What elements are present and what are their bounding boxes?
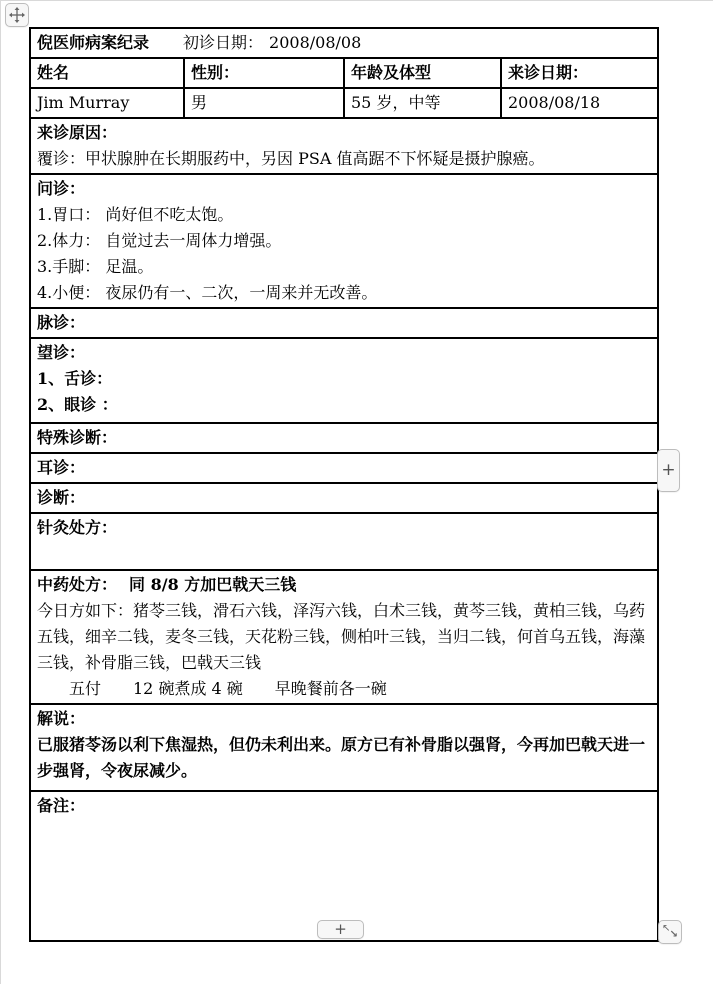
inquiry-item-limbs: 3.手脚： 足温。 [37,257,154,276]
first-visit-date-value: 2008/08/08 [269,33,362,52]
notes-row [30,791,658,941]
window-top-edge [0,0,713,1]
window-left-edge [0,0,1,984]
special-diagnosis-cell[interactable]: 特殊诊断： [30,423,658,453]
special-diagnosis-row [30,423,658,453]
visit-date-header-cell[interactable]: 来诊日期： [501,58,658,88]
move-icon [9,7,25,23]
gender-header-cell[interactable]: 性别： [184,58,344,88]
insert-row-button[interactable] [317,920,364,939]
inquiry-item-appetite: 1.胃口： 尚好但不吃太饱。 [37,205,234,224]
title-cell[interactable] [30,28,658,58]
pulse-row [30,308,658,338]
medical-record-table [29,27,659,942]
age-header-cell[interactable]: 年龄及体型 [344,58,501,88]
explanation-cell[interactable] [30,704,658,791]
explanation-text: 已服猪苓汤以利下焦湿热，但仍未利出来。原方已有补骨脂以强肾，今再加巴戟天进一步强肾，令夜尿减少。 [37,735,646,780]
pulse-cell[interactable]: 脉诊： [30,308,658,338]
plus-icon: + [334,920,347,938]
resize-up-left-icon: ↖ [662,923,671,934]
page-title: 倪医师病案纪录 [37,33,150,52]
reason-label: 来诊原因： [37,123,118,142]
herbal-dosage: 五付 12 碗煮成 4 碗 早晚餐前各一碗 [69,679,387,698]
observation-row [30,338,658,423]
reason-row [30,118,658,174]
patient-visit-date-cell[interactable]: 2008/08/18 [501,88,658,118]
first-visit-date-label: 初诊日期： [183,33,264,52]
insert-column-button[interactable] [657,449,680,492]
observation-tongue: 1、舌诊： [37,369,113,388]
name-header-cell[interactable]: 姓名 [30,58,184,88]
plus-icon: + [661,460,676,480]
observation-cell[interactable] [30,338,658,423]
patient-gender-cell[interactable]: 男 [184,88,344,118]
herbal-row [30,570,658,704]
patient-header-row [30,58,658,88]
inquiry-label: 问诊： [37,179,86,198]
inquiry-item-urine: 4.小便： 夜尿仍有一、二次，一周来并无改善。 [37,283,378,302]
table-move-handle[interactable] [5,3,29,27]
explanation-row [30,704,658,791]
title-row [30,28,658,58]
herbal-cell[interactable] [30,570,658,704]
observation-eye: 2、眼诊 ： [37,395,118,414]
explanation-label: 解说： [37,709,86,728]
ear-diagnosis-cell[interactable]: 耳诊： [30,453,658,483]
resize-down-right-icon: ↘ [669,929,678,940]
table-resize-handle[interactable] [658,920,682,944]
inquiry-cell[interactable] [30,174,658,308]
acupuncture-row [30,513,658,570]
inquiry-item-energy: 2.体力： 自觉过去一周体力增强。 [37,231,282,250]
reason-cell[interactable] [30,118,658,174]
notes-cell[interactable]: 备注： [30,791,658,941]
patient-value-row [30,88,658,118]
inquiry-row [30,174,658,308]
observation-label: 望诊： [37,343,86,362]
ear-diagnosis-row [30,453,658,483]
herbal-label: 中药处方： [37,575,118,594]
diagnosis-cell[interactable]: 诊断： [30,483,658,513]
patient-name-cell[interactable]: Jim Murray [30,88,184,118]
reason-text: 覆诊：甲状腺肿在长期服药中，另因 PSA 值高踞不下怀疑是摄护腺癌。 [37,149,545,168]
acupuncture-cell[interactable]: 针灸处方： [30,513,658,570]
diagnosis-row [30,483,658,513]
herbal-summary: 同 8/8 方加巴戟天三钱 [129,575,297,594]
patient-age-cell[interactable]: 55 岁，中等 [344,88,501,118]
herbal-formula: 今日方如下：猪苓三钱，滑石六钱，泽泻六钱，白术三钱，黄芩三钱，黄柏三钱，乌药五钱，细辛二钱，麦冬三钱，天花粉三钱，侧柏叶三钱，当归二钱，何首乌五钱，海藻三钱，补骨脂三钱，巴戟天三钱 [37,601,646,672]
